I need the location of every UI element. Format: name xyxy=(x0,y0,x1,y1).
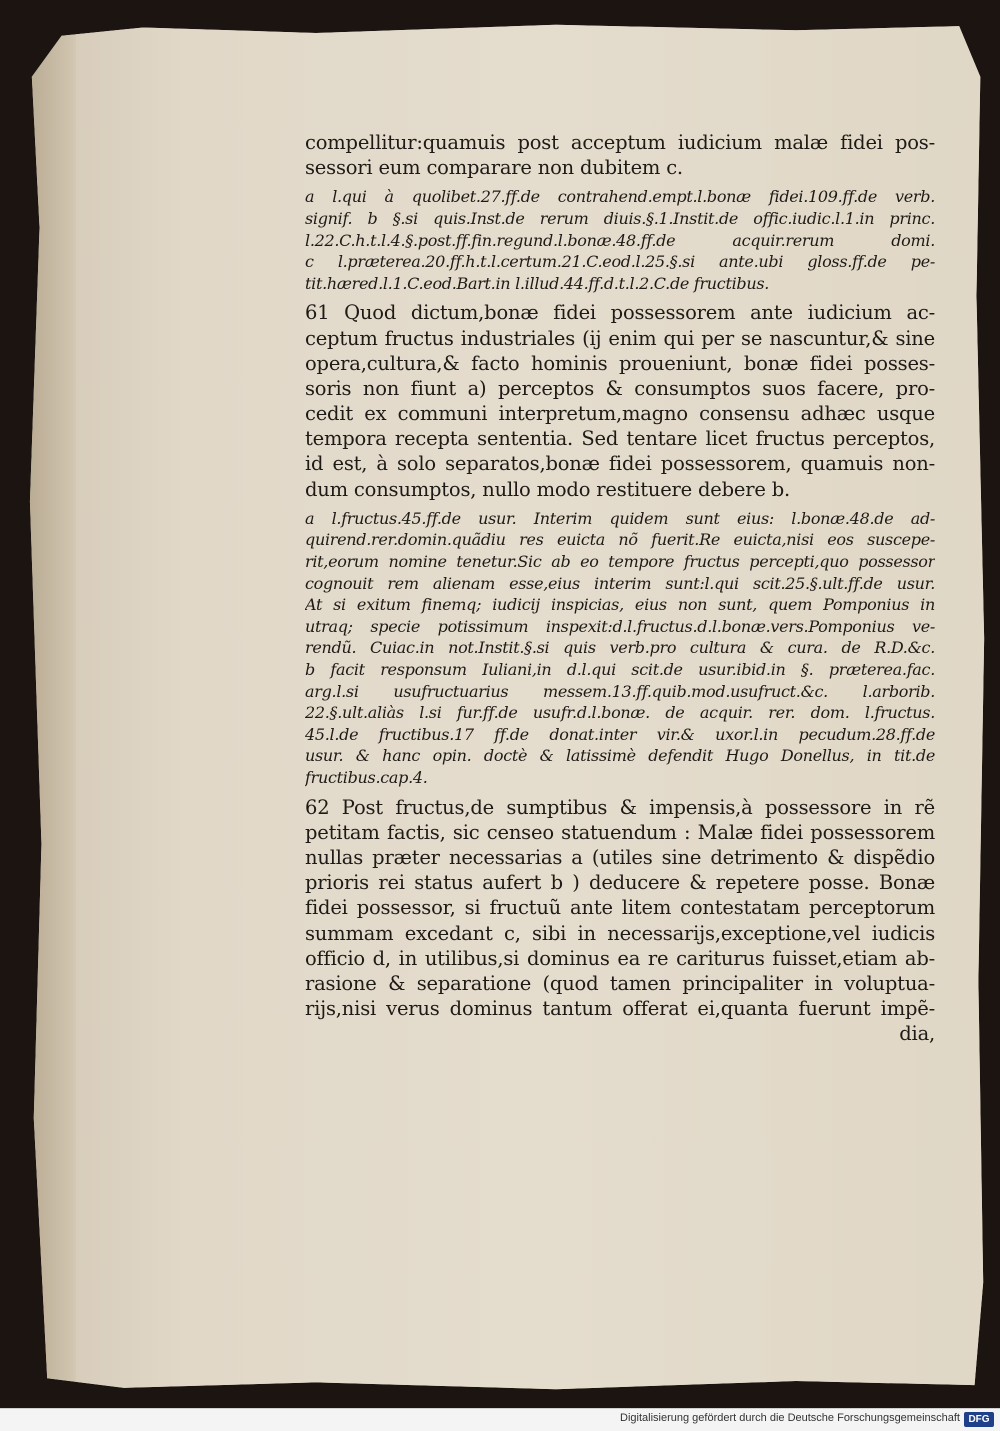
text-line: summam excedant c, sibi in necessarijs,exceptione,vel iudicis xyxy=(305,921,935,945)
footnote-line: rendũ. Cuiac.in not.Instit.§.si quis verb.pro cultura & cura. de R.D.&c. xyxy=(305,638,935,658)
page-text-block xyxy=(305,130,935,1046)
footnote-line: a l.fructus.45.ff.de usur. Interim quidem sunt eius: l.bonæ.48.de ad- xyxy=(305,508,935,528)
footnote-line: signif. b §.si quis.Inst.de rerum diuis.§.1.Instit.de offic.iudic.l.1.in princ. xyxy=(305,208,935,228)
text-line: 61 Quod dictum,bonæ fidei possessorem ante iudicium ac- xyxy=(305,301,935,325)
footer-bar xyxy=(0,1408,1000,1431)
footnote-line: quirend.rer.domin.quãdiu res euicta nõ fuerit.Re euicta,nisi eos suscepe- xyxy=(305,530,935,550)
footer-credit: Digitalisierung gefördert durch die Deutsche Forschungsgemeinschaft xyxy=(620,1412,960,1424)
text-line: rasione & separatione (quod tamen principaliter in voluptua- xyxy=(305,971,935,995)
text-line: prioris rei status aufert b ) deducere & repetere posse. Bonæ xyxy=(305,871,935,895)
text-line: nullas præter necessarias a (utiles sine detrimento & dispẽdio xyxy=(305,845,935,869)
catchword: dia, xyxy=(899,1022,935,1046)
footnote-line: c l.præterea.20.ff.h.t.l.certum.21.C.eod.l.25.§.si ante.ubi gloss.ff.de pe- xyxy=(305,252,935,272)
text-line: fidei possessor, si fructuũ ante litem contestatam perceptorum xyxy=(305,896,935,920)
footnote-line: cognouit rem alienam esse,eius interim sunt:l.qui scit.25.§.ult.ff.de usur. xyxy=(305,573,935,593)
footnote-line: 22.§.ult.aliàs l.si fur.ff.de usufr.d.l.bonæ. de acquir. rer. dom. l.fructus. xyxy=(305,703,935,723)
text-line: ceptum fructus industriales (ij enim qui per se nascuntur,& sine xyxy=(305,326,935,350)
text-line: soris non fiunt a) perceptos & consumptos suos facere, pro- xyxy=(305,376,935,400)
footnote-line: At si exitum finemq; iudicij inspicias, eius non sunt, quem Pomponius in xyxy=(305,595,935,615)
text-line: tempora recepta sententia. Sed tentare licet fructus perceptos, xyxy=(305,427,935,451)
footnote-line: l.22.C.h.t.l.4.§.post.ff.fin.regund.l.bonæ.48.ff.de acquir.rerum domi. xyxy=(305,230,935,250)
footnote-line: rit,eorum nomine tenetur.Sic ab eo tempore fructus percepti,quo possessor xyxy=(305,552,935,572)
footnote-line: tit.hæred.l.1.C.eod.Bart.in l.illud.44.ff.d.t.l.2.C.de fructibus. xyxy=(305,273,770,293)
footnote-line: 45.l.de fructibus.17 ff.de donat.inter vir.& uxor.l.in pecudum.28.ff.de xyxy=(305,724,935,744)
dfg-logo[interactable]: DFG xyxy=(964,1412,994,1427)
footnote-line: usur. & hanc opin. doctè & latissimè defendit Hugo Donellus, in tit.de xyxy=(305,746,935,766)
footnote-line: utraq; specie potissimum inspexit:d.l.fructus.d.l.bonæ.vers.Pomponius ve- xyxy=(305,616,935,636)
text-line: dum consumptos, nullo modo restituere debere b. xyxy=(305,477,790,501)
footnote-line: b facit responsum Iuliani,in d.l.qui scit.de usur.ibid.in §. præterea.fac. xyxy=(305,660,935,679)
text-line: 62 Post fructus,de sumptibus & impensis,à possessore in rẽ xyxy=(305,795,935,819)
text-line: officio d, in utilibus,si dominus ea re cariturus fuisset,etiam ab- xyxy=(305,946,935,970)
text-line: petitam factis, sic censeo statuendum : Malæ fidei possessorem xyxy=(305,820,935,844)
text-line: sessori eum comparare non dubitem c. xyxy=(305,156,683,180)
footnote-line: a l.qui à quolibet.27.ff.de contrahend.empt.l.bonæ fidei.109.ff.de verb. xyxy=(305,187,935,207)
text-line: cedit ex communi interpretum,magno consensu adhæc usque xyxy=(305,402,935,426)
footnote-line: arg.l.si usufructuarius messem.13.ff.quib.mod.usufruct.&c. l.arborib. xyxy=(305,681,935,701)
footnote-line: fructibus.cap.4. xyxy=(305,767,428,787)
text-line: rijs,nisi verus dominus tantum offerat ei,quanta fuerunt impẽ- xyxy=(305,997,935,1021)
text-line: compellitur:quamuis post acceptum iudicium malæ fidei pos- xyxy=(305,131,935,154)
text-line: opera,cultura,& facto hominis proueniunt, bonæ fidei posses- xyxy=(305,351,935,375)
text-line: id est, à solo separatos,bonæ fidei possessorem, quamuis non- xyxy=(305,452,935,476)
